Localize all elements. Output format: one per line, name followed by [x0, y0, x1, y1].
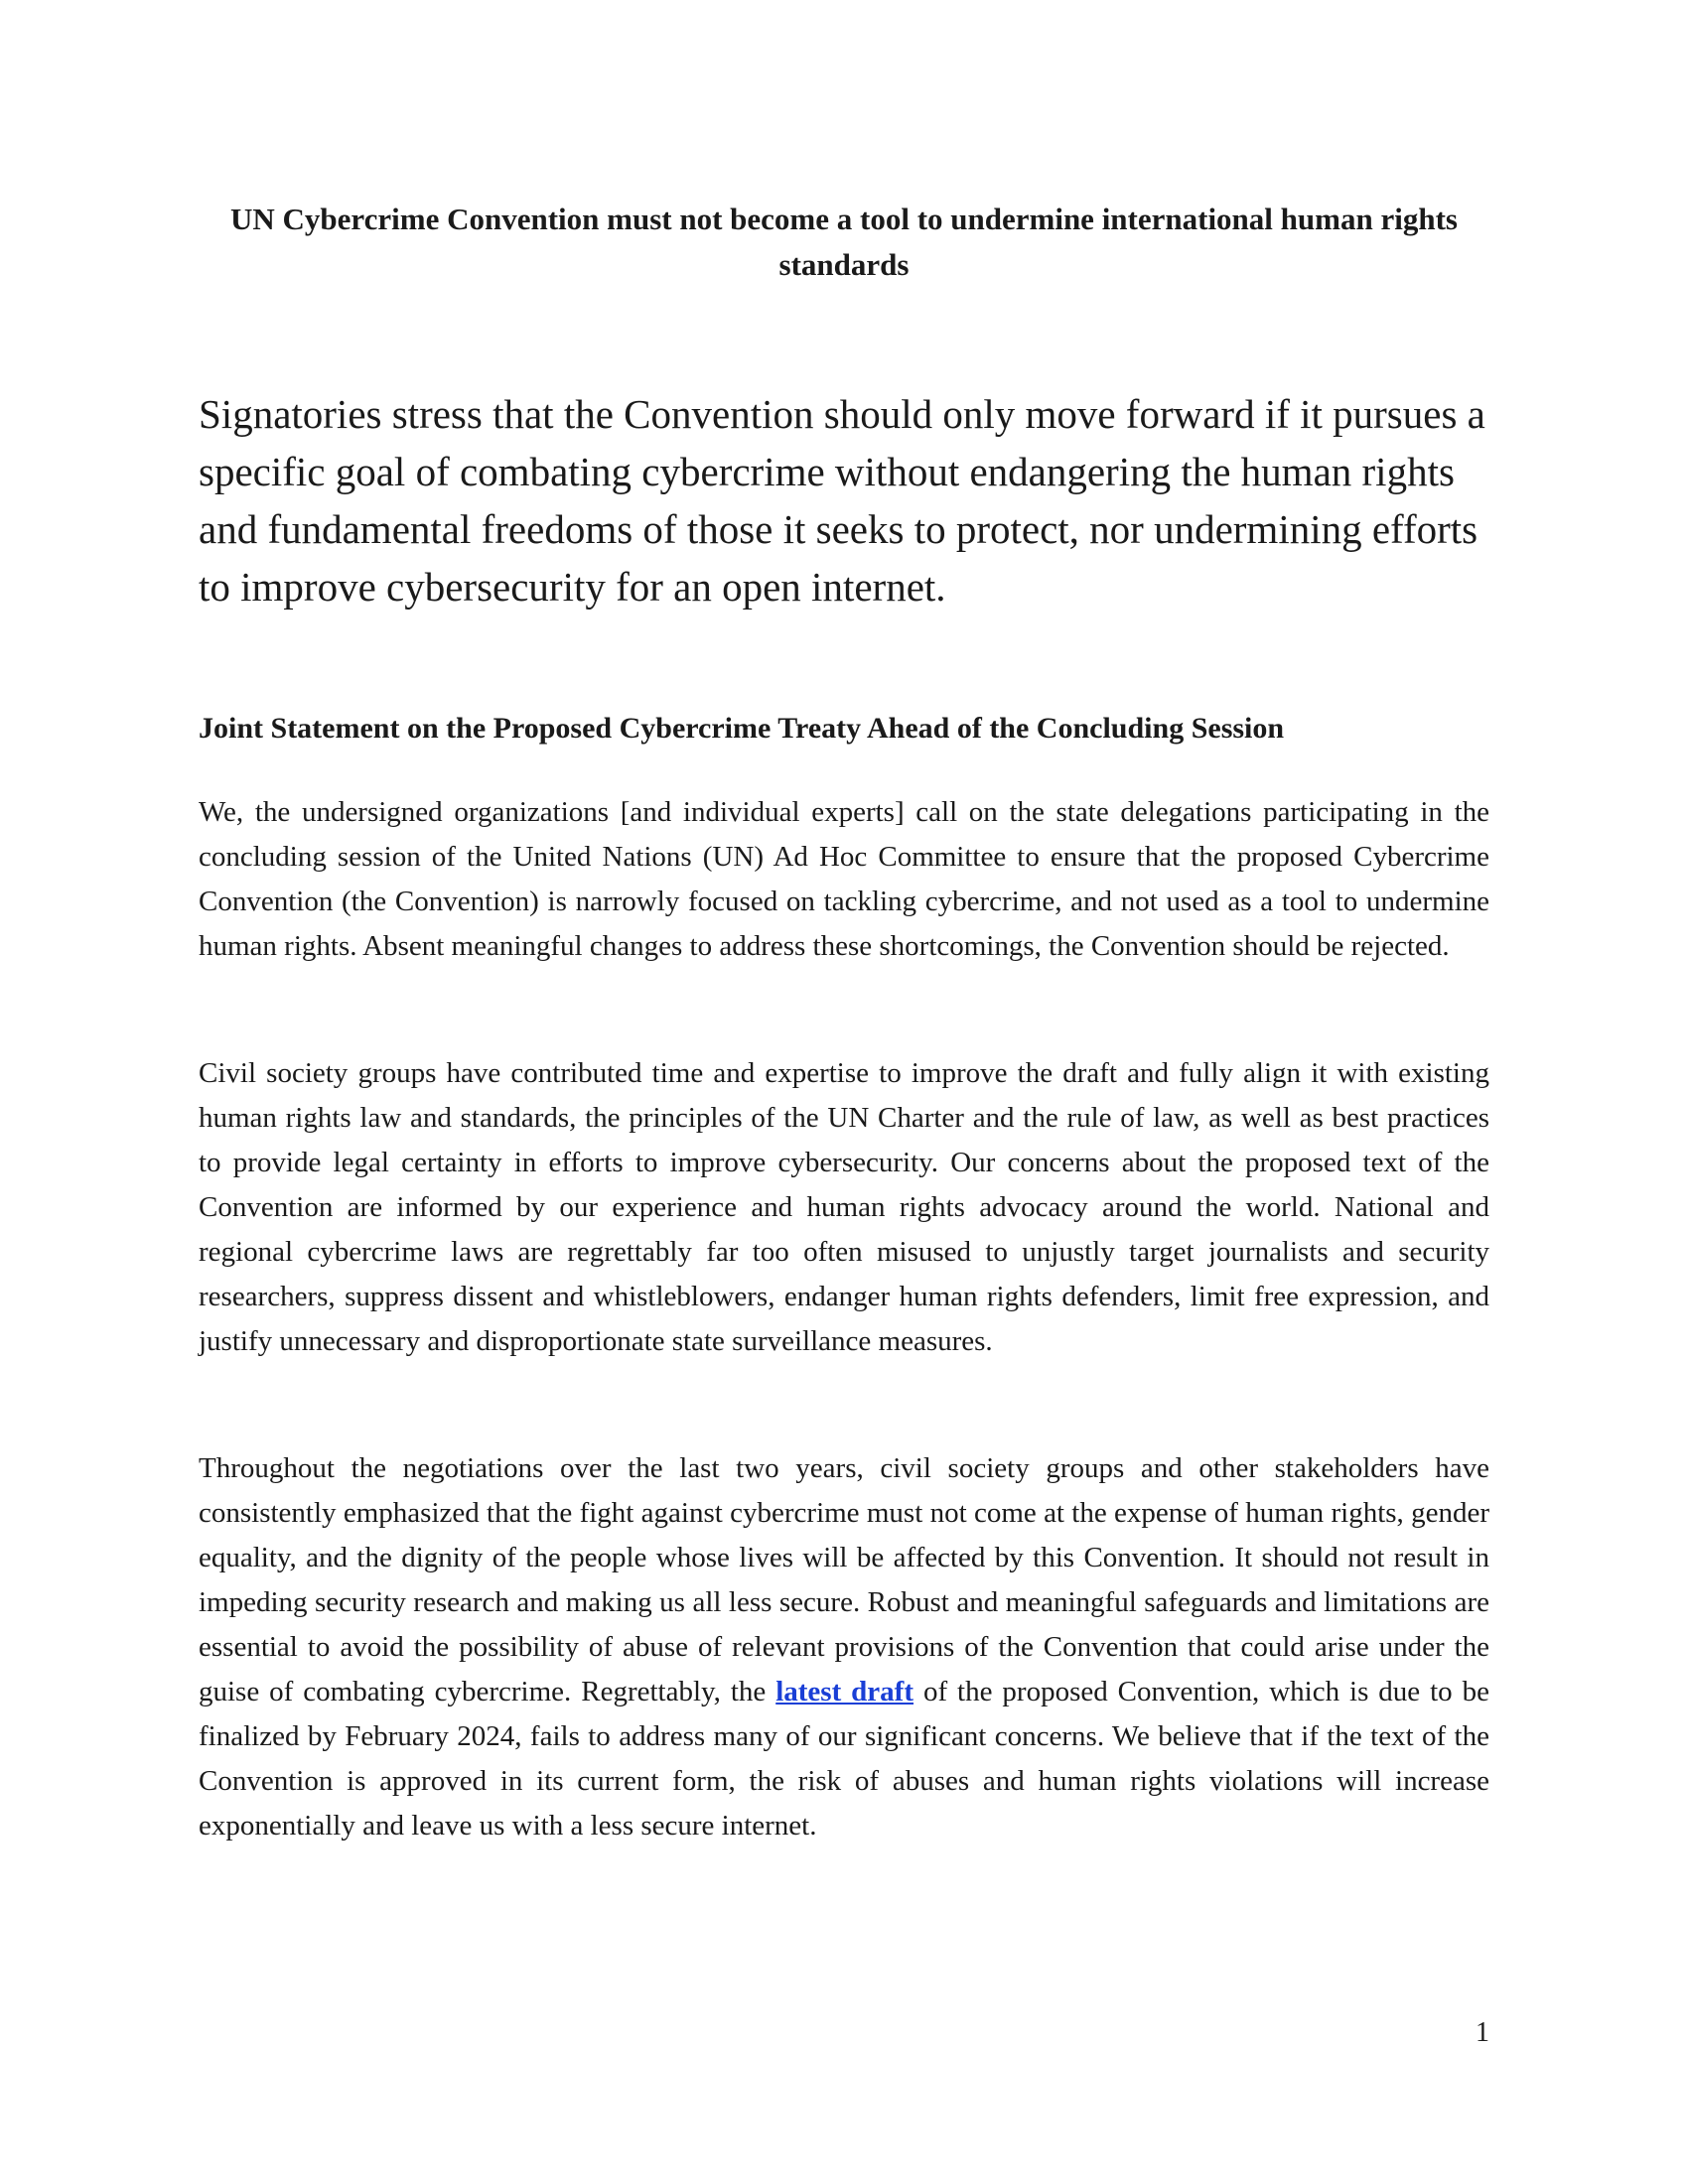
paragraph-3-text-before-link: Throughout the negotiations over the last two years, civil society groups and other stakeholders have consistently emphasized that the fight against cybercrime must not come at the expense of human rights, gender equality, and the dignity of the people whose lives will be affected by this Convention. It should not result in impeding security research and making us all less secure. Robust and meaningful safeguards and limitations are essential to avoid the possibility of abuse of relevant provisions of the Convention that could arise under the guise of combating cybercrime. Regrettably, the	[199, 1452, 1489, 1707]
document-page	[199, 0, 1489, 2184]
document-title: UN Cybercrime Convention must not become a tool to undermine international human rights standards	[230, 202, 1458, 282]
latest-draft-link[interactable]: latest draft	[775, 1676, 914, 1707]
paragraph-1: We, the undersigned organizations [and individual experts] call on the state delegations participating in the concluding session of the United Nations (UN) Ad Hoc Committee to ensure that the proposed Cybercrime Convention (the Convention) is narrowly focused on tackling cybercrime, and not used as a tool to undermine human rights. Absent meaningful changes to address these shortcomings, the Convention should be rejected.	[199, 796, 1489, 962]
section-heading: Joint Statement on the Proposed Cybercrime Treaty Ahead of the Concluding Session	[199, 712, 1285, 745]
lede-statement: Signatories stress that the Convention should only move forward if it pursues a specific goal of combating cybercrime without endangering the human rights and fundamental freedoms of those it seeks to protect, nor undermining efforts to improve cybersecurity for an open internet.	[199, 391, 1485, 610]
paragraph-3-text-after-link: of the proposed Convention, which is due to be finalized by February 2024, fails to address many of our significant concerns. We believe that if the text of the Convention is approved in its current form, the risk of abuses and human rights violations will increase exponentially and leave us with a less secure internet.	[199, 1676, 1489, 1842]
paragraph-2: Civil society groups have contributed time and expertise to improve the draft and fully align it with existing human rights law and standards, the principles of the UN Charter and the rule of law, as well as best practices to provide legal certainty in efforts to improve cybersecurity. Our concerns about the proposed text of the Convention are informed by our experience and human rights advocacy around the world. National and regional cybercrime laws are regrettably far too often misused to unjustly target journalists and security researchers, suppress dissent and whistleblowers, endanger human rights defenders, limit free expression, and justify unnecessary and disproportionate state surveillance measures.	[199, 1057, 1489, 1357]
page-number: 1	[1476, 2017, 1489, 2048]
paragraph-3	[199, 1446, 1489, 1848]
